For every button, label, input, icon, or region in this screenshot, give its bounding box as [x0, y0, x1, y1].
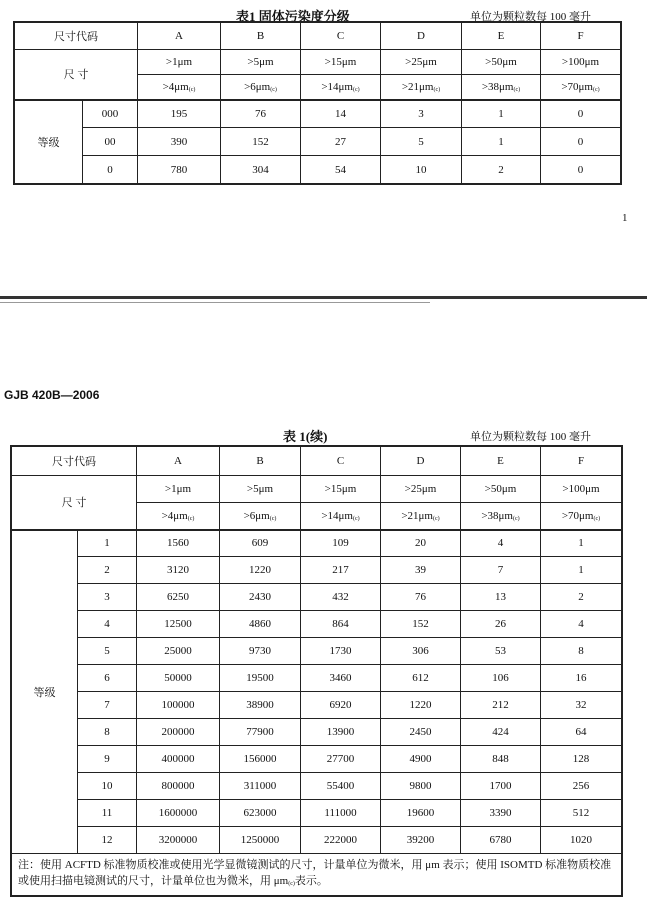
size-threshold: >5μm [221, 50, 301, 75]
value-cell: 9800 [381, 773, 461, 800]
size-code-label: 尺寸代码 [15, 23, 138, 50]
value-cell: 1020 [541, 827, 622, 854]
code-header: E [462, 23, 541, 50]
value-cell: 212 [461, 692, 541, 719]
value-cell: 8 [541, 638, 622, 665]
value-cell: 3120 [137, 557, 220, 584]
value-cell: 39 [381, 557, 461, 584]
value-cell: 152 [381, 611, 461, 638]
table-title-continued [283, 426, 327, 445]
value-cell: 1220 [220, 557, 301, 584]
value-cell: 4900 [381, 746, 461, 773]
grade-cell: 6 [78, 665, 137, 692]
value-cell: 77900 [220, 719, 301, 746]
code-header: F [541, 447, 622, 476]
table-row [12, 611, 622, 638]
value-cell: 32 [541, 692, 622, 719]
grade-cell: 10 [78, 773, 137, 800]
contamination-table-part2 [11, 446, 622, 896]
value-cell: 1 [541, 557, 622, 584]
value-cell: 109 [301, 530, 381, 557]
value-cell: 0 [541, 100, 621, 128]
value-cell: 20 [381, 530, 461, 557]
size-threshold: >25μm [381, 50, 462, 75]
value-cell: 311000 [220, 773, 301, 800]
table-row [15, 128, 621, 156]
size-threshold-c: $>14\mu m_{(c)}$ [301, 75, 381, 100]
value-cell: 3 [381, 100, 462, 128]
code-header: D [381, 23, 462, 50]
value-cell: 10 [381, 156, 462, 184]
size-threshold-c: $>70\mu m_{(c)}$ [541, 75, 621, 100]
grade-cell: 11 [78, 800, 137, 827]
value-cell: 1250000 [220, 827, 301, 854]
page-divider-shadow [0, 302, 430, 303]
value-cell: 0 [541, 128, 621, 156]
grade-cell: 9 [78, 746, 137, 773]
value-cell: 1 [462, 128, 541, 156]
code-header: B [220, 447, 301, 476]
grade-cell: 7 [78, 692, 137, 719]
table-row [15, 156, 621, 184]
table-row [12, 638, 622, 665]
grade-label: 等级 [15, 100, 83, 184]
table-row [12, 719, 622, 746]
value-cell: 306 [381, 638, 461, 665]
table-note: 注：使用 ACFTD 标准物质校准或使用光学显微镜测试的尺寸，计量单位为微米，用 μm 表示；使用 ISOMTD 标准物质校准或使用扫描电镜测试的尺寸，计量单位也为微米，用 $\mu m_{(c)}$表示。 [12, 854, 622, 896]
value-cell: 2 [462, 156, 541, 184]
grade-cell: 5 [78, 638, 137, 665]
value-cell: 4 [541, 611, 622, 638]
size-threshold-c: $>70\mu m_{(c)}$ [541, 503, 622, 530]
size-threshold-c: $>14\mu m_{(c)}$ [301, 503, 381, 530]
value-cell: 50000 [137, 665, 220, 692]
value-cell: 1 [541, 530, 622, 557]
size-threshold: >50μm [461, 476, 541, 503]
value-cell: 1700 [461, 773, 541, 800]
size-threshold-c: $>4\mu m_{(c)}$ [137, 503, 220, 530]
size-label: 尺 寸 [15, 50, 138, 100]
table-row [12, 827, 622, 854]
value-cell: 304 [221, 156, 301, 184]
size-threshold-c: $>4\mu m_{(c)}$ [138, 75, 221, 100]
size-threshold: >100μm [541, 50, 621, 75]
value-cell: 217 [301, 557, 381, 584]
value-cell: 7 [461, 557, 541, 584]
value-cell: 400000 [137, 746, 220, 773]
value-cell: 26 [461, 611, 541, 638]
value-cell: 222000 [301, 827, 381, 854]
code-header: A [137, 447, 220, 476]
value-cell: 3390 [461, 800, 541, 827]
unit-note: 单位为颗粒数每 100 毫升 [470, 431, 591, 443]
value-cell: 780 [138, 156, 221, 184]
grade-cell: 12 [78, 827, 137, 854]
value-cell: 152 [221, 128, 301, 156]
code-header: D [381, 447, 461, 476]
value-cell: 6250 [137, 584, 220, 611]
size-threshold: >1μm [138, 50, 221, 75]
table-row [12, 665, 622, 692]
value-cell: 1220 [381, 692, 461, 719]
grade-cell: 0 [83, 156, 138, 184]
code-header: E [461, 447, 541, 476]
value-cell: 12500 [137, 611, 220, 638]
value-cell: 424 [461, 719, 541, 746]
value-cell: 156000 [220, 746, 301, 773]
size-threshold-c: $>38\mu m_{(c)}$ [462, 75, 541, 100]
value-cell: 800000 [137, 773, 220, 800]
value-cell: 25000 [137, 638, 220, 665]
value-cell: 13900 [301, 719, 381, 746]
size-threshold: >5μm [220, 476, 301, 503]
code-header: C [301, 447, 381, 476]
size-threshold: >15μm [301, 476, 381, 503]
value-cell: 2430 [220, 584, 301, 611]
value-cell: 54 [301, 156, 381, 184]
grade-cell: 2 [78, 557, 137, 584]
value-cell: 76 [221, 100, 301, 128]
value-cell: 27700 [301, 746, 381, 773]
size-threshold-c: $>21\mu m_{(c)}$ [381, 75, 462, 100]
value-cell: 864 [301, 611, 381, 638]
value-cell: 128 [541, 746, 622, 773]
size-label: 尺 寸 [12, 476, 137, 530]
value-cell: 38900 [220, 692, 301, 719]
table-row [15, 100, 621, 128]
size-threshold: >25μm [381, 476, 461, 503]
value-cell: 3460 [301, 665, 381, 692]
value-cell: 609 [220, 530, 301, 557]
grade-cell: 00 [83, 128, 138, 156]
code-header: A [138, 23, 221, 50]
unit-note: 单位为颗粒数每 100 毫升 [470, 11, 591, 23]
value-cell: 1600000 [137, 800, 220, 827]
value-cell: 55400 [301, 773, 381, 800]
value-cell: 6920 [301, 692, 381, 719]
table-row [12, 800, 622, 827]
table-title-text: 表1 固体污染度分级 [236, 9, 350, 24]
value-cell: 106 [461, 665, 541, 692]
value-cell: 53 [461, 638, 541, 665]
contamination-table-part1 [14, 22, 621, 184]
value-cell: 19600 [381, 800, 461, 827]
code-header: F [541, 23, 621, 50]
table-row [12, 746, 622, 773]
size-threshold-c: $>6\mu m_{(c)}$ [220, 503, 301, 530]
value-cell: 2 [541, 584, 622, 611]
size-code-label: 尺寸代码 [12, 447, 137, 476]
grade-cell: 4 [78, 611, 137, 638]
value-cell: 4860 [220, 611, 301, 638]
value-cell: 27 [301, 128, 381, 156]
page-divider [0, 296, 647, 299]
value-cell: 14 [301, 100, 381, 128]
value-cell: 111000 [301, 800, 381, 827]
value-cell: 13 [461, 584, 541, 611]
value-cell: 39200 [381, 827, 461, 854]
grade-cell: 3 [78, 584, 137, 611]
size-threshold: >15μm [301, 50, 381, 75]
value-cell: 76 [381, 584, 461, 611]
value-cell: 16 [541, 665, 622, 692]
table-row [12, 692, 622, 719]
document-code: GJB 420B—2006 [4, 388, 100, 402]
value-cell: 9730 [220, 638, 301, 665]
size-threshold: >1μm [137, 476, 220, 503]
table-title-text: 表 1(续) [283, 429, 328, 444]
value-cell: 1560 [137, 530, 220, 557]
value-cell: 195 [138, 100, 221, 128]
table-row [12, 530, 622, 557]
grade-cell: 8 [78, 719, 137, 746]
size-threshold-c: $>21\mu m_{(c)}$ [381, 503, 461, 530]
table-row [12, 557, 622, 584]
value-cell: 19500 [220, 665, 301, 692]
value-cell: 623000 [220, 800, 301, 827]
size-threshold: >100μm [541, 476, 622, 503]
size-threshold: >50μm [462, 50, 541, 75]
value-cell: 432 [301, 584, 381, 611]
value-cell: 4 [461, 530, 541, 557]
value-cell: 612 [381, 665, 461, 692]
grade-cell: 000 [83, 100, 138, 128]
value-cell: 6780 [461, 827, 541, 854]
value-cell: 1730 [301, 638, 381, 665]
value-cell: 200000 [137, 719, 220, 746]
size-threshold-c: $>38\mu m_{(c)}$ [461, 503, 541, 530]
value-cell: 0 [541, 156, 621, 184]
value-cell: 3200000 [137, 827, 220, 854]
value-cell: 256 [541, 773, 622, 800]
size-threshold-c: $>6\mu m_{(c)}$ [221, 75, 301, 100]
table-row [12, 773, 622, 800]
grade-label: 等级 [12, 530, 78, 854]
value-cell: 390 [138, 128, 221, 156]
value-cell: 64 [541, 719, 622, 746]
grade-rows [12, 530, 622, 854]
page-number: 1 [622, 212, 628, 224]
code-header: C [301, 23, 381, 50]
value-cell: 512 [541, 800, 622, 827]
value-cell: 100000 [137, 692, 220, 719]
grade-cell: 1 [78, 530, 137, 557]
value-cell: 5 [381, 128, 462, 156]
value-cell: 848 [461, 746, 541, 773]
code-header: B [221, 23, 301, 50]
value-cell: 2450 [381, 719, 461, 746]
value-cell: 1 [462, 100, 541, 128]
table-row [12, 584, 622, 611]
